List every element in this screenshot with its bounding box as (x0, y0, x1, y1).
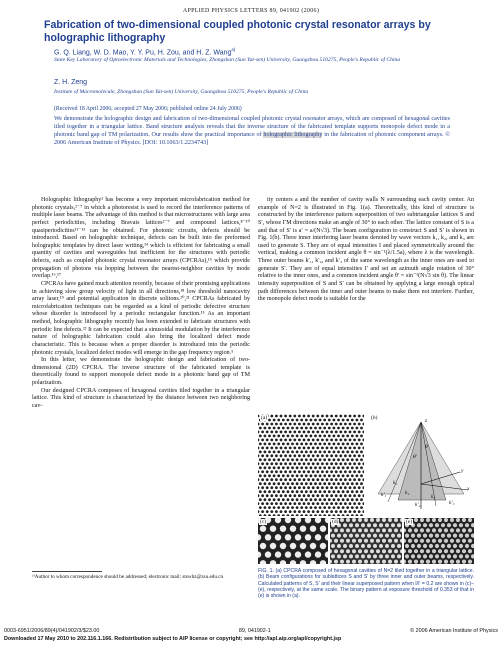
author-second: Z. H. Zeng (54, 79, 88, 86)
panel-label-e: (e) (406, 519, 413, 525)
search-highlight: holographic lithography (263, 131, 323, 138)
doi-link[interactable]: [DOI: 10.1063/1.2234743] (141, 139, 209, 146)
footer-issn: 0003-6951/2006/89(4)/041902/3/$23.00 (4, 628, 100, 634)
author-list (54, 47, 235, 56)
beam-label-k2-prime: k′₂ (415, 502, 421, 508)
footnote: ᵃ⁾Author to whom correspondence should be addressed; electronic mail: stswhz@zsu.edu.cn (32, 574, 224, 580)
hexagonal-cavity-lattice-image (258, 414, 364, 516)
axis-label-y: y (461, 468, 464, 474)
received-dates: (Received 18 April 2006; accepted 27 May 2006; published online 24 July 2006) (54, 106, 242, 112)
panel-label-d: (d) (332, 519, 339, 525)
figure-panel-d (330, 518, 402, 564)
figure-panel-e (404, 518, 474, 564)
pattern-s-image (258, 518, 328, 564)
abstract-text-before: We demonstrate the holographic design and fabrication of two-dimensional coupled photonic crystal resonator arrays, which are composed of hexagonal cavities tiled together in a triangular lattice. Band structure analysis reveals that the inverse structure of the fabricated template supports monopole defect mode in a photonic band gap of TM polarization. Our results show the practical importance of (54, 116, 450, 138)
panel-label-a: (a) (261, 415, 268, 421)
panel-label-b: (b) (371, 415, 378, 421)
body-paragraph: Our designed CPCRA composes of hexagonal cavities tiled together in a triangular lattice. This kind of structure is characterized by the distance between two neighboring cav- (32, 387, 250, 409)
beam-label-k1: k₁ (393, 480, 398, 486)
body-column-left (32, 197, 250, 411)
beam-label-k3-prime: k′₃ (449, 500, 455, 506)
axis-label-x: x (467, 486, 470, 492)
figure-1 (258, 414, 474, 564)
figure-panel-b (368, 414, 474, 516)
figure-caption: FIG. 1. (a) CPCRA composed of hexagonal cavities of N=2 tiled together in a triangular lattice. (b) Beam configurations for sublattices S and S′ by three inner and outer beams, respectively. Calculated patterns of S, S′ and their linear superposed pattern when I/I′ = 0.2 are shown in (c)–(e), respectively, at the same scale. The binary pattern at exposure threshold of 0.353 of that in (e) is shown in (a). (258, 568, 474, 600)
page-footer (4, 628, 498, 634)
beam-configuration-diagram (368, 414, 474, 516)
body-paragraph: In this letter, we demonstrate the holographic design and fabrication of two-dimensional (2D) CPCRA. The inverse structure of the fabricated template is theoretically found to support monopole defect mode in a photonic band gap of TM polarization. (32, 357, 250, 386)
figure-panel-c (258, 518, 328, 564)
axis-label-z: z (425, 418, 428, 424)
body-paragraph: CPCRAs have gained much attention recently, because of their promising applications in achieving slow group velocity of light in all directions,¹⁸ low threshold nanocavity array laser,¹⁹ and potential application in discrete solitons.²⁰,²¹ CPCRAs fabricated by microfabrication techniques can be regarded as a kind of periodic defective structure whose disorder is introduced by a periodic rectangular function.¹⁵ As an important method, holographic lithography recently has been extended to fabricate structures with periodic line defects.²² It can be expected that a sinusoidal modulation by the interference nature of holographic fabrication could also bring the localized defect mode characteristic. This is because when a proper disorder is introduced into the periodic photonic crystals, localized defect modes will emerge in the gap frequency region.⁵ (32, 280, 251, 356)
paper-title: Fabrication of two-dimensional coupled photonic crystal resonator arrays by holographic lithography (44, 19, 431, 44)
beam-label-k1-prime: k′₁ (381, 492, 387, 498)
panel-label-c: (c) (260, 519, 267, 525)
body-column-right (258, 197, 474, 304)
pattern-s-prime-image (330, 518, 402, 564)
abstract (54, 116, 450, 148)
angle-label-theta: θ (425, 444, 428, 450)
beam-label-k2: k₂ (405, 490, 410, 496)
beam-label-k3: k₃ (431, 494, 436, 500)
body-paragraph: Holographic lithography¹ has become a very important microfabrication method for photonic crystals,²⁻⁷ in which a photoresist is used to record the interference patterns of multiple laser beams. The advantage of this method is that microstructures with large area perfect periodicities, including Bravais lattices²⁻⁷ and compound lattices,⁸⁻¹⁰ quasiperiodicities¹¹⁻¹³ can be obtained. For photonic circuits, defects should be introduced. Based on holographic technique, defects can be built into the preformed holographic templates by direct laser writing,¹⁴ which is efficient for fabricating a small quantity of cavities and waveguides but inefficient for the structures with periodic defects, such as coupled photonic crystal resonator arrays (CPCRAs),¹⁵ which provide propagation of photons via hopping between the nearest-neighbor cavities by mode overlap.¹⁶,¹⁷ (32, 197, 250, 280)
footer-page-number: 89, 041902-1 (238, 628, 271, 634)
superposed-pattern-image (404, 518, 474, 564)
footer-copyright: © 2006 American Institute of Physics (410, 628, 498, 634)
running-head: APPLIED PHYSICS LETTERS 89, 041902 (2006) (182, 8, 320, 14)
affiliation-2: Institute of Macromolecule, Zhongshan (Sun Yat-sen) University, Guangzhou 510275, People's Republic of China (54, 89, 309, 95)
abstract-text-after: in the fabrication of photonic component arrays. © 2006 American Institute of Physics. (54, 131, 450, 146)
footnote-divider (32, 571, 102, 572)
author-names: G. Q. Liang, W. D. Mao, Y. Y. Pu, H. Zou, and H. Z. Wang (54, 49, 232, 57)
angle-label-theta-prime: θ′ (413, 454, 417, 460)
body-paragraph: ity centers a and the number of cavity walls N surrounding each cavity center. An example of N=2 is illustrated in Fig. 1(a). Theoretically, this kind of structure is constructed by the interference pattern superposition of two subtriangular lattices S and S′, whose ΓM directions make an angle of 30° to each other. The lattice constant of S is a and that of S′ is a′ = a/(N√3). The beam configuration to construct S and S′ is shown in Fig. 1(b). Three inner interfering laser beams denoted by wave vectors k₁, k₂, and k₃ are used to generate S. They are of equal intensities I and placed symmetrically around the vertical, making a common incident angle θ = sin⁻¹(λ/1.5a), where λ is the wavelength. Three outer beams k′₁, k′₂, and k′₃ of the same wavelength as the inner ones are used to generate S′. They are of equal intensities I′ and set an azimuth angle rotation of 30° relative to the inner ones, and a common incident angle θ′ = sin⁻¹(N√3 sin θ). The linear intensity superposition of S and S′ can be obtained by applying a large enough optical path differences between the inner and outer beams to make them not interfere. Further, the monopole defect mode is suitable for the (258, 197, 474, 303)
author-footnote-mark: a) (231, 47, 236, 52)
figure-panel-a (258, 414, 364, 516)
download-notice: Downloaded 17 May 2010 to 202.116.1.166. Redistribution subject to AIP license or copyright; see http://apl.aip.org/apl/copyright.jsp (4, 636, 342, 642)
affiliation-1: State Key Laboratory of Optoelectronic Materials and Technologies, Zhongshan (Sun Yat-sen) University, Guangzhou 510275, People's Republic of China (54, 57, 401, 63)
